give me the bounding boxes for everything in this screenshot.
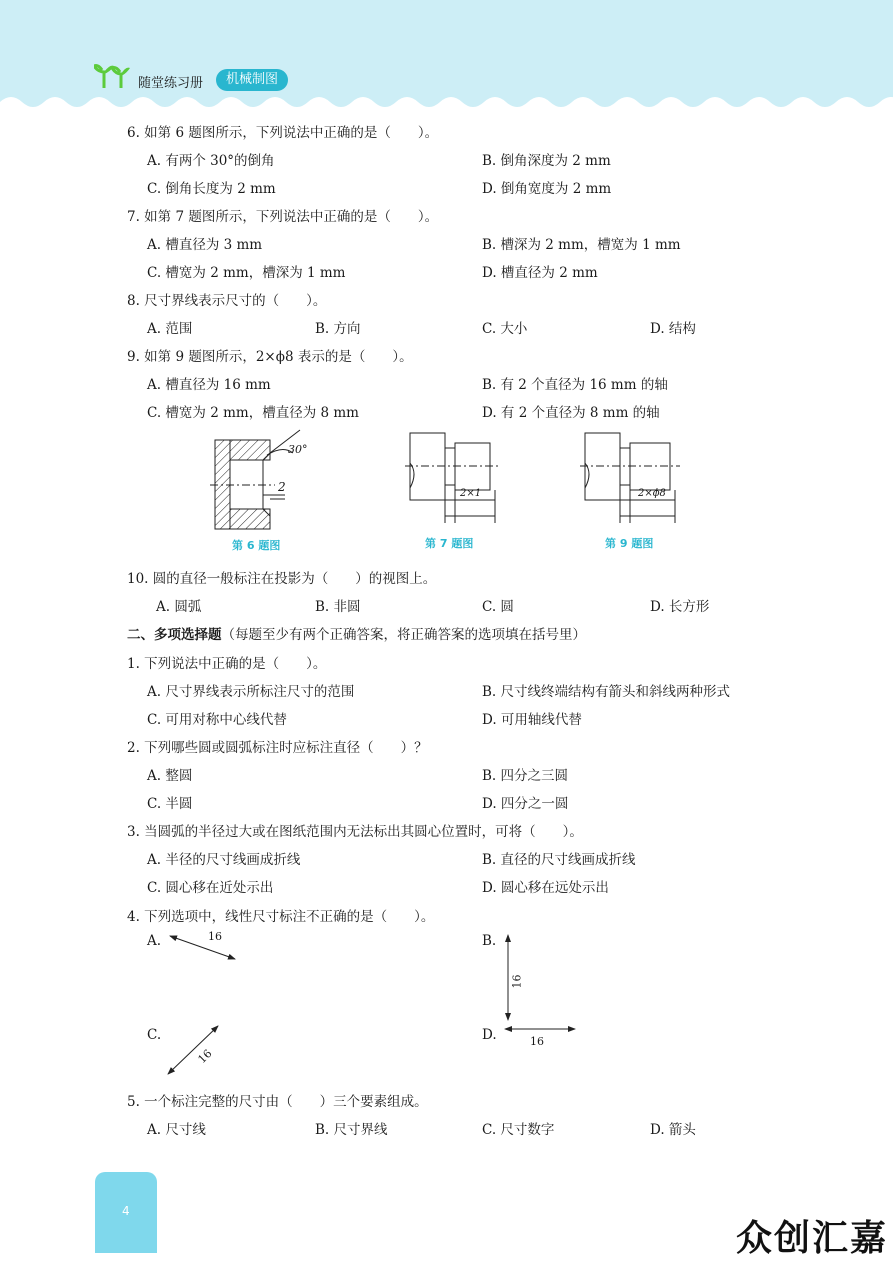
q8-option-a: A. 范围 xyxy=(147,321,193,337)
m3-option-d: D. 圆心移在远处示出 xyxy=(482,880,609,896)
sprout-logo-icon xyxy=(94,62,130,92)
section-2-title: 二、多项选择题 xyxy=(127,627,222,643)
figure-9-caption: 第 9 题图 xyxy=(605,537,654,550)
m4-c-dim-label: 16 xyxy=(195,1046,215,1067)
m5-option-a: A. 尺寸线 xyxy=(147,1122,206,1138)
section-2-note: （每题至少有两个正确答案，将正确答案的选项填在括号里） xyxy=(221,627,586,643)
m2-option-d: D. 四分之一圆 xyxy=(482,796,569,812)
m5-option-c: C. 尺寸数字 xyxy=(482,1122,555,1138)
fig9-dim-label: 2×ϕ8 xyxy=(638,488,666,499)
q9-option-a: A. 槽直径为 16 mm xyxy=(147,377,271,393)
fig6-dim-label: 2 xyxy=(278,480,286,494)
q10-option-b: B. 非圆 xyxy=(315,599,361,615)
q9-option-d: D. 有 2 个直径为 8 mm 的轴 xyxy=(482,405,660,421)
m4-option-b: B. xyxy=(482,933,497,949)
multi-question-3-stem: 3. 当圆弧的半径过大或在图纸范围内无法标出其圆心位置时，可将（ ）。 xyxy=(127,824,583,840)
m1-option-d: D. 可用轴线代替 xyxy=(482,712,582,728)
q10-option-a: A. 圆弧 xyxy=(156,599,202,615)
m5-option-b: B. 尺寸界线 xyxy=(315,1122,388,1138)
multi-question-1-stem: 1. 下列说法中正确的是（ ）。 xyxy=(127,656,327,672)
question-10-stem: 10. 圆的直径一般标注在投影为（ ）的视图上。 xyxy=(127,571,437,587)
fig7-dim-label: 2×1 xyxy=(460,488,482,499)
subject-badge: 机械制图 xyxy=(216,69,288,91)
m3-option-c: C. 圆心移在近处示出 xyxy=(147,880,274,896)
figure-6-caption: 第 6 题图 xyxy=(232,539,281,552)
multi-question-4-stem: 4. 下列选项中，线性尺寸标注不正确的是（ ）。 xyxy=(127,909,435,925)
m4-c-dimension-drawing xyxy=(160,1022,225,1080)
m4-b-dim-label: 16 xyxy=(510,974,524,989)
q6-option-a: A. 有两个 30°的倒角 xyxy=(147,153,275,169)
fig6-angle-label: 30° xyxy=(288,443,308,456)
m5-option-d: D. 箭头 xyxy=(650,1122,696,1138)
m3-option-b: B. 直径的尺寸线画成折线 xyxy=(482,852,636,868)
q9-option-b: B. 有 2 个直径为 16 mm 的轴 xyxy=(482,377,668,393)
m1-option-b: B. 尺寸线终端结构有箭头和斜线两种形式 xyxy=(482,684,731,700)
m4-a-dimension-drawing xyxy=(165,930,245,965)
header-band xyxy=(0,0,893,108)
q7-option-b: B. 槽深为 2 mm，槽宽为 1 mm xyxy=(482,237,681,253)
m2-option-b: B. 四分之三圆 xyxy=(482,768,569,784)
q8-option-b: B. 方向 xyxy=(315,321,361,337)
q10-option-d: D. 长方形 xyxy=(650,599,710,615)
question-6-stem: 6. 如第 6 题图所示，下列说法中正确的是（ ）。 xyxy=(127,125,439,141)
m4-d-dim-label: 16 xyxy=(530,1035,544,1048)
book-title: 随堂练习册 xyxy=(138,76,204,91)
question-8-stem: 8. 尺寸界线表示尺寸的（ ）。 xyxy=(127,293,327,309)
m2-option-c: C. 半圆 xyxy=(147,796,193,812)
q6-option-d: D. 倒角宽度为 2 mm xyxy=(482,181,612,197)
m4-option-d: D. xyxy=(482,1027,497,1043)
figure-7-groove-drawing xyxy=(400,428,505,528)
q7-option-a: A. 槽直径为 3 mm xyxy=(147,237,263,253)
m2-option-a: A. 整圆 xyxy=(147,768,193,784)
q10-option-c: C. 圆 xyxy=(482,599,514,615)
q9-option-c: C. 槽宽为 2 mm，槽直径为 8 mm xyxy=(147,405,359,421)
m4-d-dimension-drawing xyxy=(500,1022,580,1036)
header-wave-decoration xyxy=(0,92,893,108)
m3-option-a: A. 半径的尺寸线画成折线 xyxy=(147,852,301,868)
figure-9-groove-drawing xyxy=(575,428,685,528)
q8-option-c: C. 大小 xyxy=(482,321,528,337)
q8-option-d: D. 结构 xyxy=(650,321,696,337)
question-9-stem: 9. 如第 9 题图所示，2×ϕ8 表示的是（ ）。 xyxy=(127,349,413,365)
multi-question-2-stem: 2. 下列哪些圆或圆弧标注时应标注直径（ ）？ xyxy=(127,740,428,756)
m4-option-c: C. xyxy=(147,1027,162,1043)
q6-option-b: B. 倒角深度为 2 mm xyxy=(482,153,611,169)
q7-option-c: C. 槽宽为 2 mm，槽深为 1 mm xyxy=(147,265,346,281)
multi-question-5-stem: 5. 一个标注完整的尺寸由（ ）三个要素组成。 xyxy=(127,1094,428,1110)
m4-option-a: A. xyxy=(147,933,162,949)
q7-option-d: D. 槽直径为 2 mm xyxy=(482,265,598,281)
m4-a-dim-label: 16 xyxy=(208,930,222,943)
section-2-heading xyxy=(127,623,586,643)
q6-option-c: C. 倒角长度为 2 mm xyxy=(147,181,276,197)
figure-7-caption: 第 7 题图 xyxy=(425,537,474,550)
page-number: 4 xyxy=(122,1204,130,1218)
figure-6-chamfer-drawing xyxy=(205,425,315,535)
watermark: 众创汇嘉 xyxy=(736,1218,889,1259)
m1-option-c: C. 可用对称中心线代替 xyxy=(147,712,287,728)
question-7-stem: 7. 如第 7 题图所示，下列说法中正确的是（ ）。 xyxy=(127,209,439,225)
m1-option-a: A. 尺寸界线表示所标注尺寸的范围 xyxy=(147,684,355,700)
